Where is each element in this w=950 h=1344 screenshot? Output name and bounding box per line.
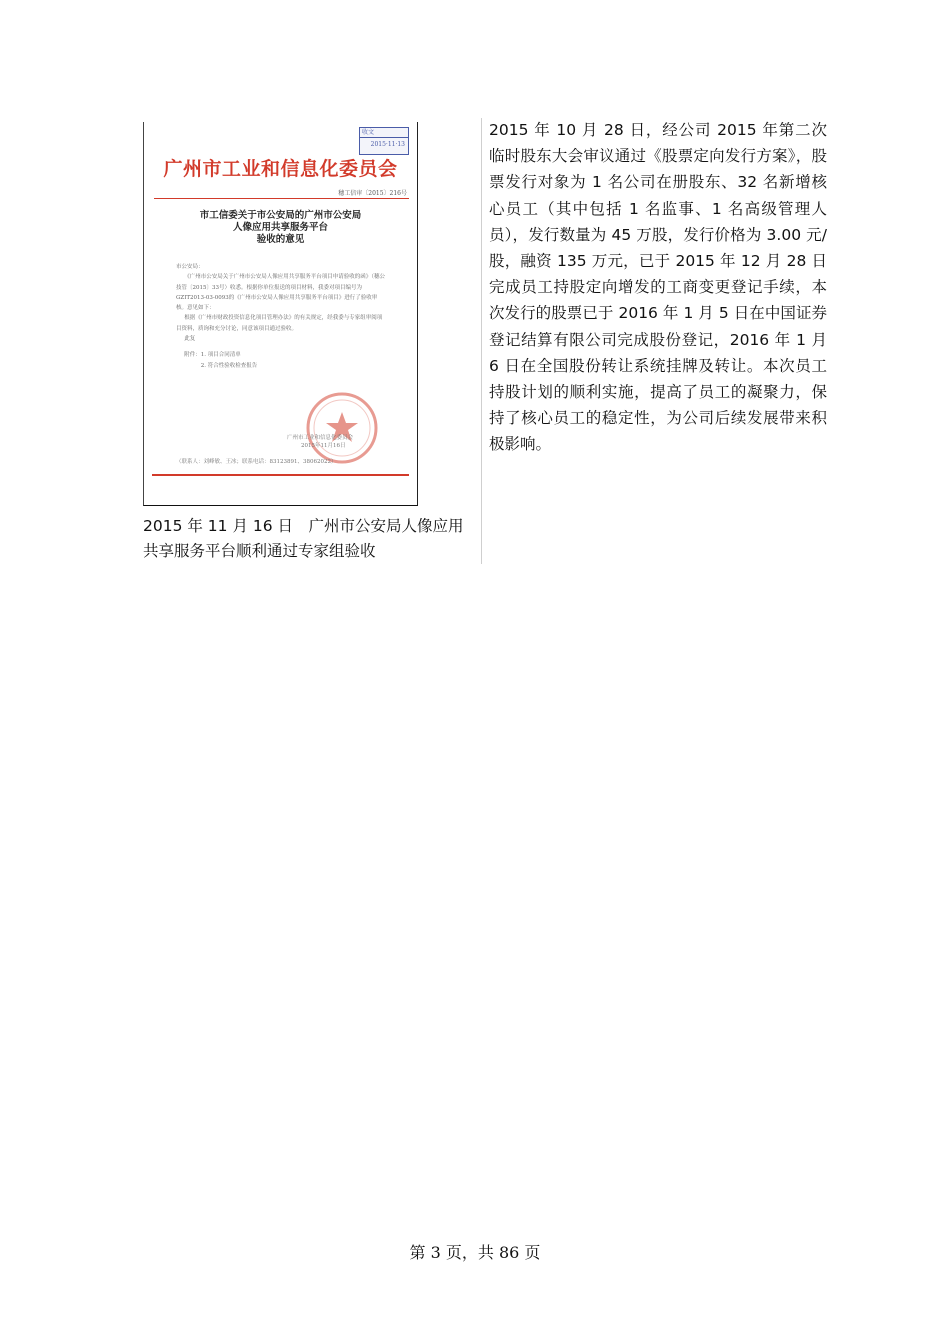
scan-title-line: 市工信委关于市公安局的广州市公安局 xyxy=(199,210,362,221)
scan-title-line: 验收的意见 xyxy=(256,234,305,245)
scan-attachment: 附件：1. 项目合同清单 xyxy=(184,352,241,359)
scan-closing: 此复 xyxy=(184,336,196,343)
scan-sign-date: 2015年11月16日 xyxy=(301,443,346,449)
scan-body xyxy=(176,262,387,371)
official-seal-icon xyxy=(304,390,380,466)
scan-attachment: 2. 符合性验收检查报告 xyxy=(200,362,258,369)
scan-title-line: 人像应用共享服务平台 xyxy=(232,222,328,233)
scanned-document-image xyxy=(143,122,418,506)
document-number: 穗工信审〔2015〕216号 xyxy=(338,190,407,197)
scan-contact: （联系人：刘峰敏、王冰；联系电话：83123891、38062022） xyxy=(176,459,337,465)
receipt-stamp-date: 2015·11·13 xyxy=(370,141,405,148)
receipt-stamp xyxy=(359,127,409,155)
receipt-stamp-label: 收文 xyxy=(360,128,408,138)
footer-red-line xyxy=(152,474,409,476)
scan-title xyxy=(144,210,417,246)
scan-paragraph: 根据《广州市财政投资信息化项目管理办法》的有关规定，经我委与专家组审阅项目资料，质询和充分讨论，同意该项目通过验收。 xyxy=(176,315,383,332)
scan-paragraph: 《广州市公安局关于广州市公安局人像应用共享服务平台项目申请验收的函》（穗公技管〔2015〕33号）收悉。根据你单位报送的项目材料，我委对项目编号为GZIT2013-03-0093的《广州市公安局人像应用共享服务平台项目》进行了验收审核。意见如下： xyxy=(176,274,386,312)
scan-signature-block xyxy=(287,434,353,450)
scan-sign-org: 广州市工业和信息化委员会 xyxy=(287,435,354,441)
header-red-line xyxy=(154,198,409,199)
scan-salutation: 市公安局： xyxy=(176,264,204,270)
image-caption: 2015 年 11 月 16 日 广州市公安局人像应用共享服务平台顺利通过专家组验收 xyxy=(143,517,464,560)
column-divider xyxy=(481,118,482,564)
page-number: 第 3 页，共 86 页 xyxy=(409,1243,541,1262)
issuing-org-name: 广州市工业和信息化委员会 xyxy=(163,158,398,180)
body-paragraph: 2015 年 10 月 28 日，经公司 2015 年第二次临时股东大会审议通过《股票定向发行方案》，股票发行对象为 1 名公司在册股东、32 名新增核心员工（其中包括 1 名监事、1 名高级管理人员），发行数量为 45 万股，发行价格为 3.00 元/股，融资 135 万元，已于 2015 年 12 月 28 日完成员工持股定向增发的工商变更登记手续，本次发行的股票已于 2016 年 1 月 5 日在中国证券登记结算有限公司完成股份登记，2016 年 1 月 6 日在全国股份转让系统挂牌及转让。本次员工持股计划的顺利实施，提高了员工的凝聚力，保持了核心员工的稳定性，为公司后续发展带来积极影响。 xyxy=(489,121,827,454)
